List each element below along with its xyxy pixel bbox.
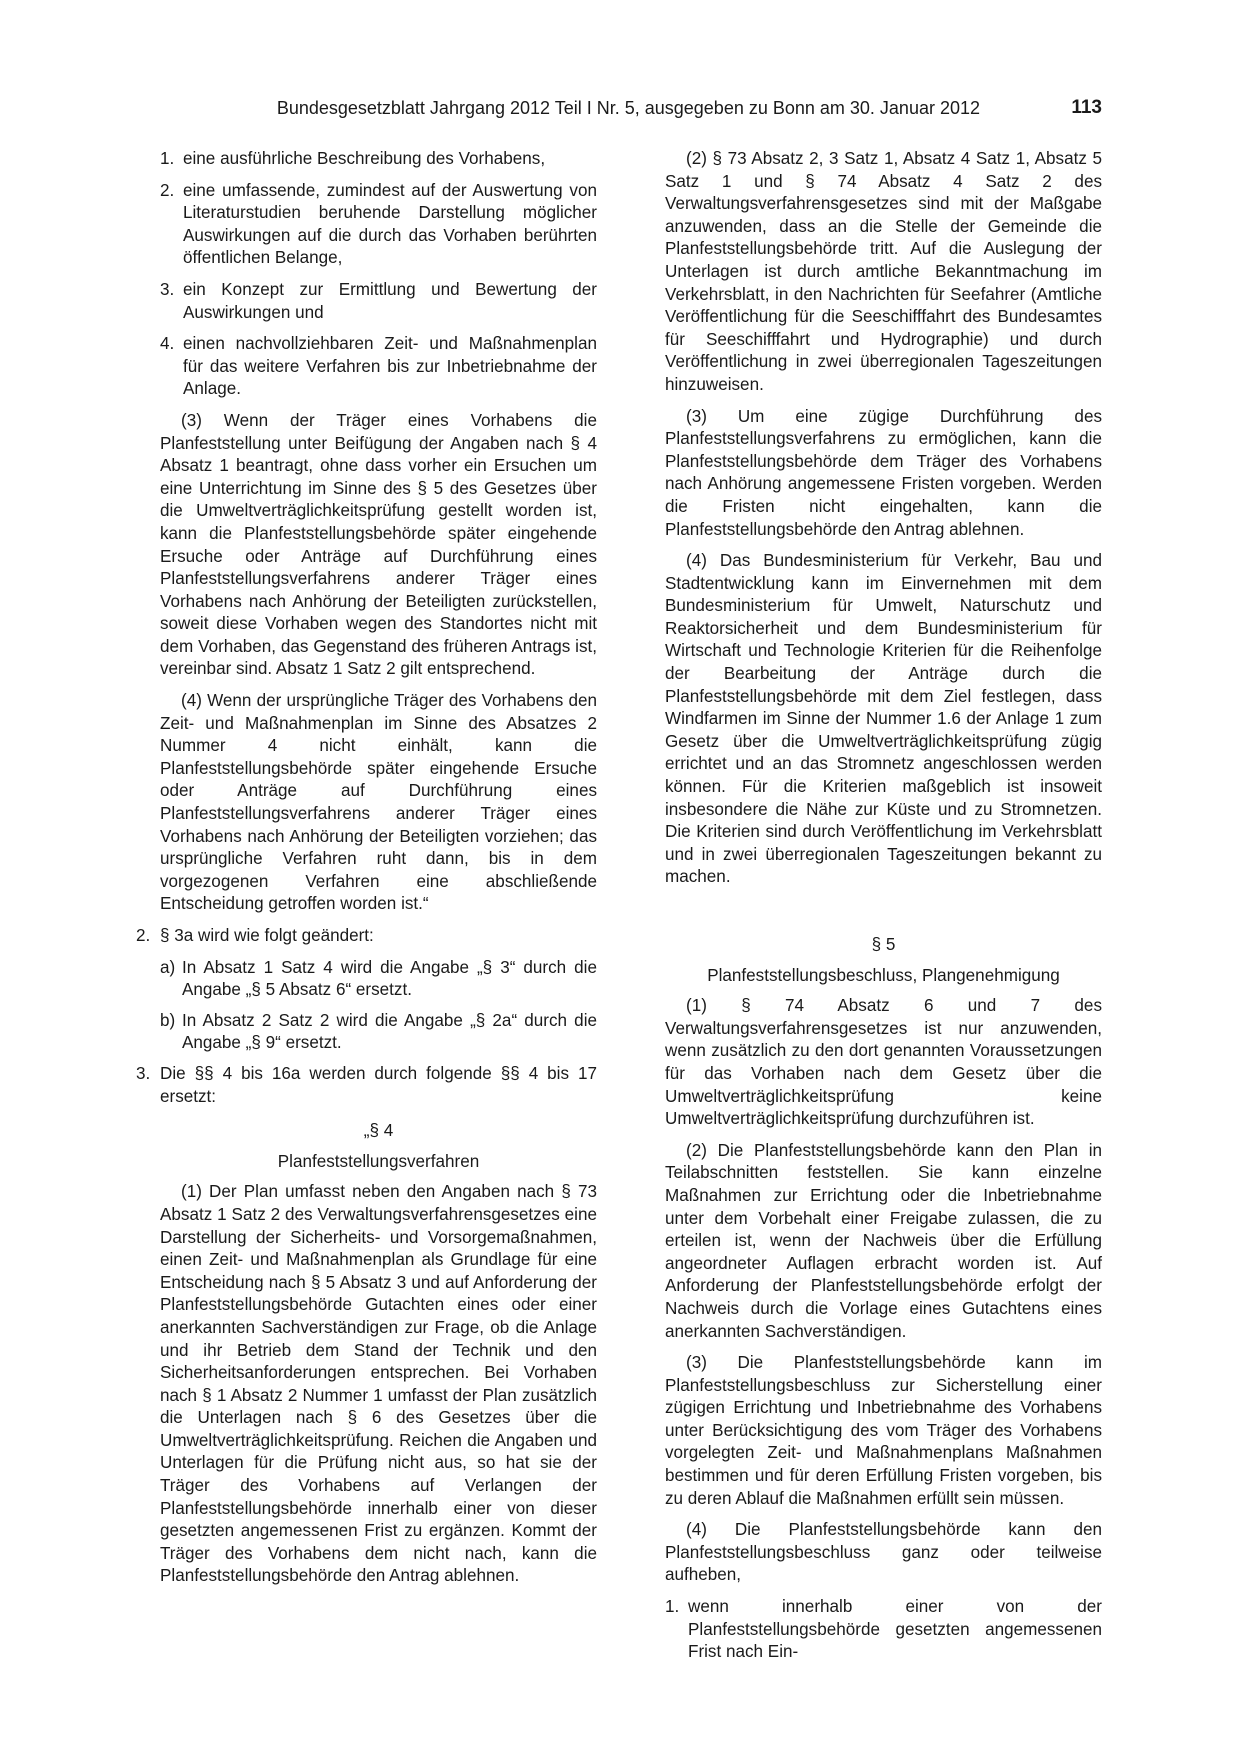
list-item-text: wenn innerhalb einer von der Planfeststellungsbehörde gesetzten angemessenen Frist nach Ein- — [688, 1597, 1102, 1662]
list-item — [160, 279, 597, 324]
page-header — [160, 98, 1102, 128]
list-item — [665, 1596, 1102, 1664]
paragraph-3: (3) Wenn der Träger eines Vorhabens die Planfeststellung unter Beifügung der Angaben nach § 4 Absatz 1 beantragt, ohne dass vorher ein Ersuchen um eine Unterrichtung im Sinne des § 5 des Gesetzes über die Umweltverträglichkeitsprüfung gestellt worden ist, kann die Planfeststellungsbehörde später eingehende Ersuche oder Anträge auf Durchführung eines Planfeststellungsverfahrens anderer Träger eines Vorhabens nach Anhörung der Beteiligten zurückstellen, soweit diese Vorhaben wegen des Standortes nicht mit dem Vorhaben, das Gegenstand des früheren Antrags ist, vereinbar sind. Absatz 1 Satz 2 gilt entsprechend. — [160, 410, 597, 679]
page-number: 113 — [1071, 97, 1102, 118]
list-item-number: 1. — [665, 1597, 680, 1617]
list-item-number: 3. — [160, 279, 175, 299]
section-5-title: Planfeststellungsbeschluss, Plangenehmigung — [707, 965, 1060, 985]
list-item-number: 2. — [160, 180, 175, 200]
sub-item-letter: b) — [160, 1010, 176, 1030]
list-item-number: 2. — [136, 926, 151, 945]
list-item — [160, 148, 597, 171]
list-item-text: Die §§ 4 bis 16a werden durch folgende §§ 4 bis 17 ersetzt: — [160, 1063, 597, 1106]
section-4-paragraph-1: (1) Der Plan umfasst neben den Angaben nach § 73 Absatz 1 Satz 2 des Verwaltungsverfahrensgesetzes eine Darstellung der Sicherheits- und Vorsorgemaßnahmen, einen Zeit- und Maßnahmenplan als Grundlage für eine Entscheidung nach § 5 Absatz 3 und auf Anforderung der Planfeststellungsbehörde Gutachten eines oder einer anerkannten Sachverständigen zur Frage, ob die Anlage und ihr Betrieb dem Stand der Technik und den Sicherheitsanforderungen entsprechen. Bei Vorhaben nach § 1 Absatz 2 Nummer 1 umfasst der Plan zusätzlich die Unterlagen nach § 6 des Gesetzes über die Umweltverträglichkeitsprüfung. Reichen die Angaben und Unterlagen für die Prüfung nicht aus, so hat sie der Träger des Vorhabens auf Verlangen der Planfeststellungsbehörde innerhalb einer von dieser gesetzten angemessenen Frist zu ergänzen. Kommt der Träger des Vorhabens dem nicht nach, kann die Planfeststellungsbehörde den Antrag ablehnen. — [160, 1182, 597, 1586]
paragraph-2: (2) § 73 Absatz 2, 3 Satz 1, Absatz 4 Satz 1, Absatz 5 Satz 1 und § 74 Absatz 4 Satz 2 des Verwaltungsverfahrensgesetzes sind mit der Maßgabe anzuwenden, dass an die Stelle der Gemeinde die Planfeststellungsbehörde tritt. Auf die Auslegung der Unterlagen ist durch amtliche Bekanntmachung im Verkehrsblatt, in den Nachrichten für Seefahrer (Amtliche Veröffentlichung für die Seeschifffahrt des Bundesamtes für Seeschifffahrt und Hydrographie) und durch Veröffentlichung in zwei überregionalen Tageszeitungen hinzuweisen. — [665, 149, 1102, 394]
amendment-item-3 — [136, 1063, 597, 1108]
sub-item-b — [160, 1010, 597, 1055]
right-column — [665, 148, 1102, 1673]
list-item — [160, 180, 597, 270]
left-column — [136, 148, 597, 1597]
section-4-title: Planfeststellungsverfahren — [277, 1151, 480, 1171]
section-4-number: „§ 4 — [363, 1121, 394, 1141]
list-item-text: ein Konzept zur Ermittlung und Bewertung der Auswirkungen und — [183, 279, 597, 322]
section-5-paragraph-3: (3) Die Planfeststellungsbehörde kann im Planfeststellungsbeschluss zur Sicherstellung einer zügigen Errichtung und Inbetriebnahme des Vorhabens unter Berücksichtigung des vom Träger des Vorhabens vorgelegten Zeit- und Maßnahmenplans Maßnahmen bestimmen und für deren Erfüllung Fristen vorgeben, bis zu deren Ablauf die Maßnahmen erfüllt sein müssen. — [665, 1353, 1102, 1508]
header-text: Bundesgesetzblatt Jahrgang 2012 Teil I Nr. 5, ausgegeben zu Bonn am 30. Januar 2012 — [276, 98, 980, 118]
list-item-text: eine ausführliche Beschreibung des Vorhabens, — [183, 149, 546, 168]
section-5-paragraph-1: (1) § 74 Absatz 6 und 7 des Verwaltungsverfahrensgesetzes ist nur anzuwenden, wenn zusätzlich zu den dort genannten Voraussetzungen für das Vorhaben nach dem Gesetz über die Umweltverträglichkeitsprüfung keine Umweltverträglichkeitsprüfung durchzuführen ist. — [665, 996, 1102, 1129]
paragraph-4: (4) Wenn der ursprüngliche Träger des Vorhabens den Zeit- und Maßnahmenplan im Sinne des Absatzes 2 Nummer 4 nicht einhält, kann die Planfeststellungsbehörde später eingehende Ersuche oder Anträge auf Durchführung eines Planfeststellungsverfahrens anderer Träger eines Vorhabens nach Anhörung der Beteiligten vorziehen; das ursprüngliche Verfahren ruht dann, bis in dem vorgezogenen Verfahren eine abschließende Entscheidung getroffen worden ist.“ — [160, 691, 597, 914]
list-item — [160, 333, 597, 401]
sub-item-letter: a) — [160, 957, 176, 977]
list-item-text: eine umfassende, zumindest auf der Auswertung von Literaturstudien beruhende Darstellung möglicher Auswirkungen auf die durch das Vorhaben berührten öffentlichen Belange, — [183, 180, 597, 268]
list-item-number: 4. — [160, 334, 175, 354]
list-item-number: 1. — [160, 149, 175, 168]
paragraph-4: (4) Das Bundesministerium für Verkehr, Bau und Stadtentwicklung kann im Einvernehmen mit dem Bundesministerium für Umwelt, Naturschutz und Reaktorsicherheit und dem Bundesministerium für Wirtschaft und Technologie Kriterien für die Reihenfolge der Bearbeitung der Anträge durch die Planfeststellungsbehörde mit dem Ziel festlegen, dass Windfarmen im Sinne der Nummer 1.6 der Anlage 1 zum Gesetz über die Umweltverträglichkeitsprüfung zügig errichtet und an das Stromnetz angeschlossen werden können. Für die Kriterien maßgeblich ist insoweit insbesondere die Nähe zur Küste und zu Stromnetzen. Die Kriterien sind durch Veröffentlichung im Verkehrsblatt und in zwei überregionalen Tageszeitungen bekannt zu machen. — [665, 551, 1102, 887]
section-5-number: § 5 — [871, 935, 896, 954]
paragraph-3: (3) Um eine zügige Durchführung des Planfeststellungsverfahrens zu ermöglichen, kann die Planfeststellungsbehörde dem Träger des Vorhabens nach Anhörung angemessene Fristen vorgeben. Werden die Fristen nicht eingehalten, kann die Planfeststellungsbehörde den Antrag ablehnen. — [665, 406, 1102, 539]
list-item-text: § 3a wird wie folgt geändert: — [160, 926, 374, 945]
section-5-paragraph-4: (4) Die Planfeststellungsbehörde kann den Planfeststellungsbeschluss ganz oder teilweise aufheben, — [665, 1520, 1102, 1585]
sub-item-text: In Absatz 1 Satz 4 wird die Angabe „§ 3“ durch die Angabe „§ 5 Absatz 6“ ersetzt. — [182, 957, 597, 1000]
list-item-text: einen nachvollziehbaren Zeit- und Maßnahmenplan für das weitere Verfahren bis zur Inbetriebnahme der Anlage. — [183, 334, 597, 399]
sub-item-a — [160, 957, 597, 1002]
sub-item-text: In Absatz 2 Satz 2 wird die Angabe „§ 2a“ durch die Angabe „§ 9“ ersetzt. — [182, 1010, 597, 1053]
amendment-item-2 — [136, 925, 597, 948]
section-5-paragraph-2: (2) Die Planfeststellungsbehörde kann den Plan in Teilabschnitten feststellen. Sie kann einzelne Maßnahmen zur Errichtung oder die Inbetriebnahme unter dem Vorbehalt einer Freigabe zulassen, die zu erteilen ist, wenn der Nachweis über die Erfüllung angeordneter Auflagen erbracht worden ist. Auf Anforderung der Planfeststellungsbehörde erfolgt der Nachweis durch die Vorlage eines Gutachtens eines anerkannten Sachverständigen. — [665, 1140, 1102, 1341]
list-item-number: 3. — [136, 1063, 151, 1083]
